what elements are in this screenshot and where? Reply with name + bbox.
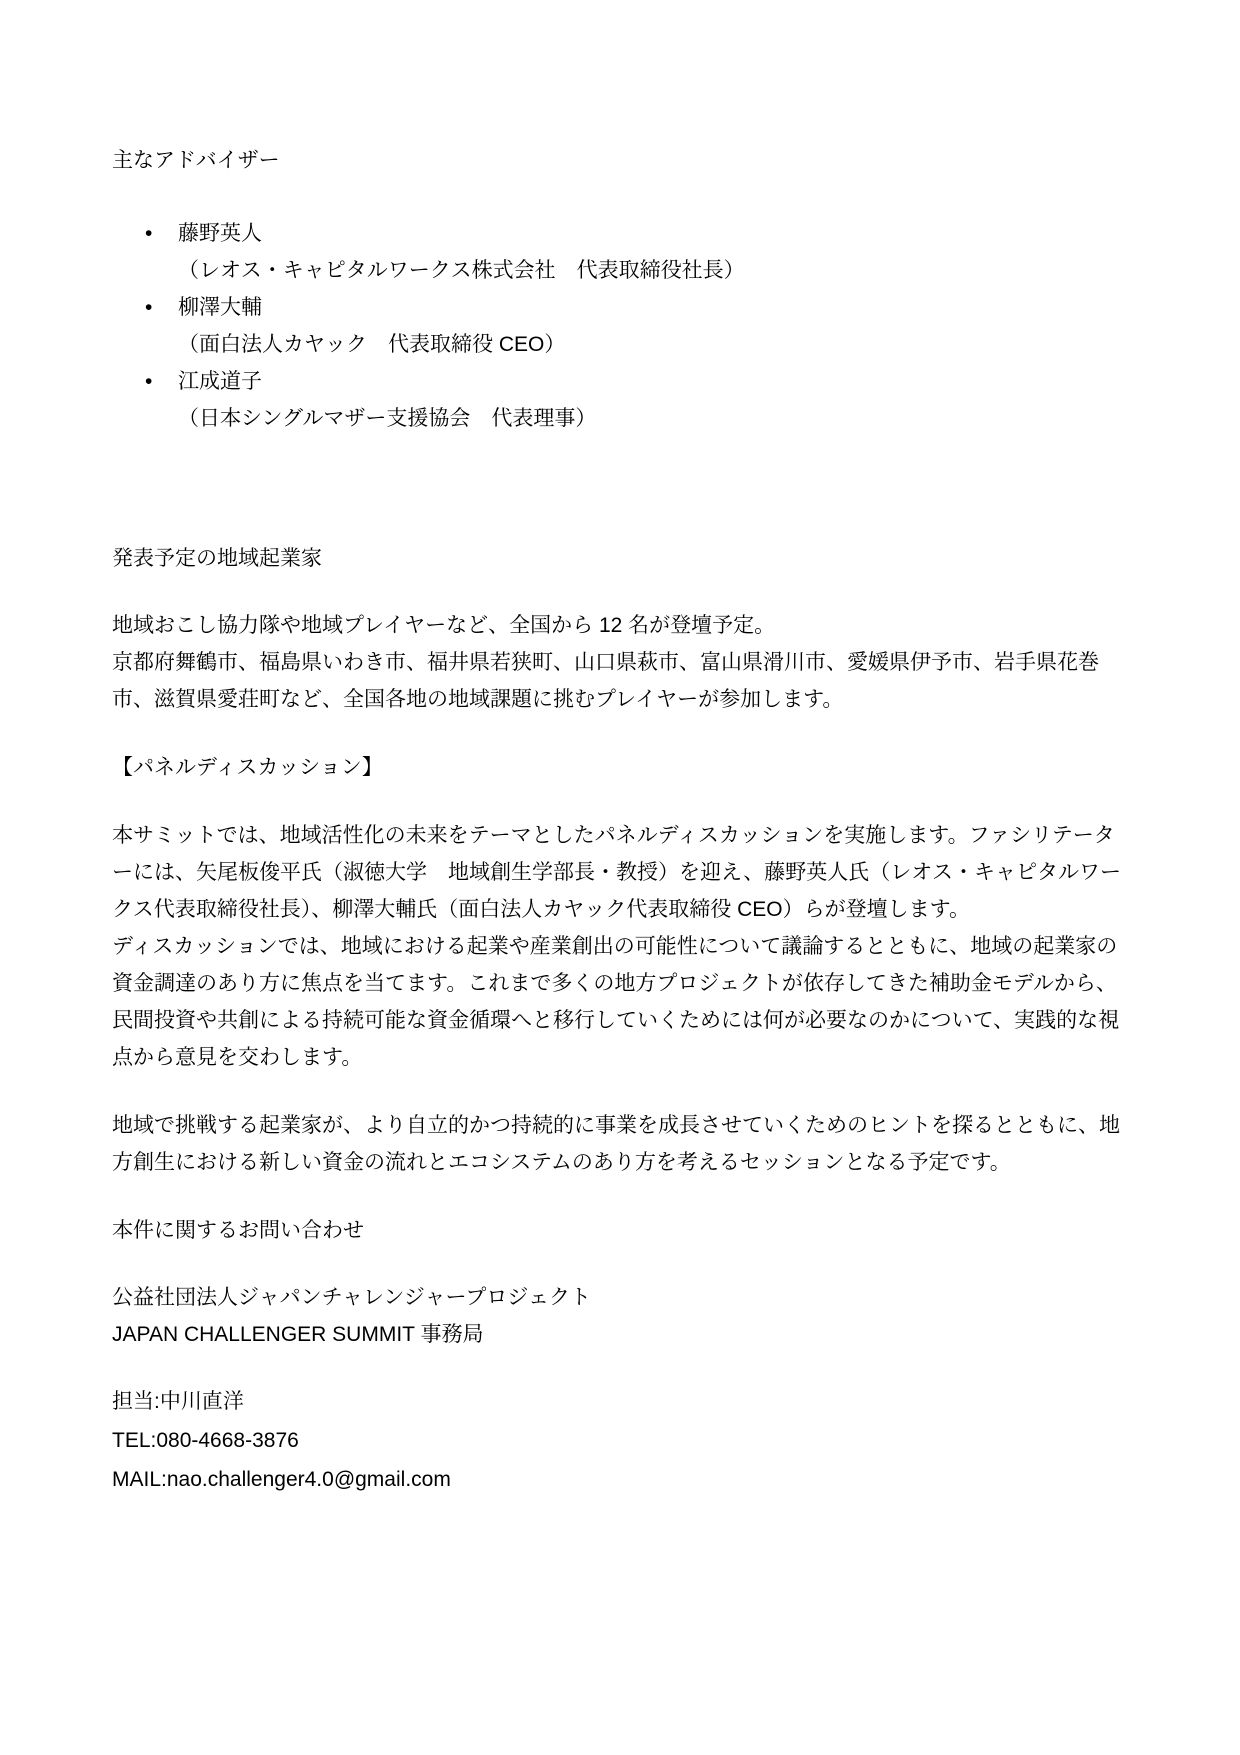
- adviser-item: [112, 363, 1125, 437]
- document-content: [112, 0, 1125, 1499]
- contact-tel: TEL:080-4668-3876: [112, 1429, 299, 1452]
- entrepreneurs-paragraph: [112, 607, 1125, 718]
- entrepreneurs-heading: 発表予定の地域起業家: [112, 547, 322, 570]
- adviser-item: [112, 215, 1125, 289]
- bullet-icon: •: [145, 296, 153, 319]
- contact-person: 担当:中川直洋: [112, 1390, 244, 1413]
- panel-paragraph-3: 地域で挑戦する起業家が、より自立的かつ持続的に事業を成長させていくためのヒントを探るとともに、地方創生における新しい資金の流れとエコシステムのあり方を考えるセッションとなる予定です。: [112, 1114, 1120, 1174]
- adviser-list: [112, 215, 1125, 437]
- panel-heading: 【パネルディスカッション】: [112, 756, 383, 779]
- adviser-affiliation: （日本シングルマザー支援協会 代表理事）: [178, 407, 597, 430]
- adviser-name: 藤野英人: [178, 222, 262, 245]
- entrepreneurs-detail: 京都府舞鶴市、福島県いわき市、福井県若狭町、山口県萩市、富山県滑川市、愛媛県伊予市、岩手県花巻市、滋賀県愛荘町など、全国各地の地域課題に挑むプレイヤーが参加します。: [112, 651, 1099, 711]
- contact-details: [112, 1382, 1125, 1499]
- contact-mail: MAIL:nao.challenger4.0@gmail.com: [112, 1468, 451, 1491]
- panel-paragraph-1: 本サミットでは、地域活性化の未来をテーマとしたパネルディスカッションを実施します。ファシリテーターには、矢尾板俊平氏（淑徳大学 地域創生学部長・教授）を迎え、藤野英人氏（レオス・キャピタルワークス代表取締役社長）、柳澤大輔氏（面白法人カヤック代表取締役 CEO）らが登壇します。: [112, 824, 1122, 921]
- panel-paragraph-2: ディスカッションでは、地域における起業や産業創出の可能性について議論するとともに、地域の起業家の資金調達のあり方に焦点を当てます。これまで多くの地方プロジェクトが依存してきた補助金モデルから、民間投資や共創による持続可能な資金循環へと移行していくためには何が必要なのかについて、実践的な視点から意見を交わします。: [112, 935, 1120, 1069]
- bullet-icon: •: [145, 222, 153, 245]
- adviser-item: [112, 289, 1125, 363]
- adviser-affiliation: （レオス・キャピタルワークス株式会社 代表取締役社長）: [178, 259, 745, 282]
- contact-office-name: JAPAN CHALLENGER SUMMIT 事務局: [112, 1323, 484, 1346]
- adviser-name: 柳澤大輔: [178, 296, 262, 319]
- contact-organization: [112, 1279, 1125, 1353]
- contact-org-name: 公益社団法人ジャパンチャレンジャープロジェクト: [112, 1286, 592, 1309]
- adviser-affiliation: （面白法人カヤック 代表取締役 CEO）: [178, 333, 566, 356]
- entrepreneurs-intro: 地域おこし協力隊や地域プレイヤーなど、全国から 12 名が登壇予定。: [112, 614, 776, 637]
- bullet-icon: •: [145, 370, 153, 393]
- contact-heading: 本件に関するお問い合わせ: [112, 1219, 364, 1242]
- advisers-heading: 主なアドバイザー: [112, 149, 280, 172]
- adviser-name: 江成道子: [178, 370, 262, 393]
- panel-paragraph: [112, 817, 1125, 1076]
